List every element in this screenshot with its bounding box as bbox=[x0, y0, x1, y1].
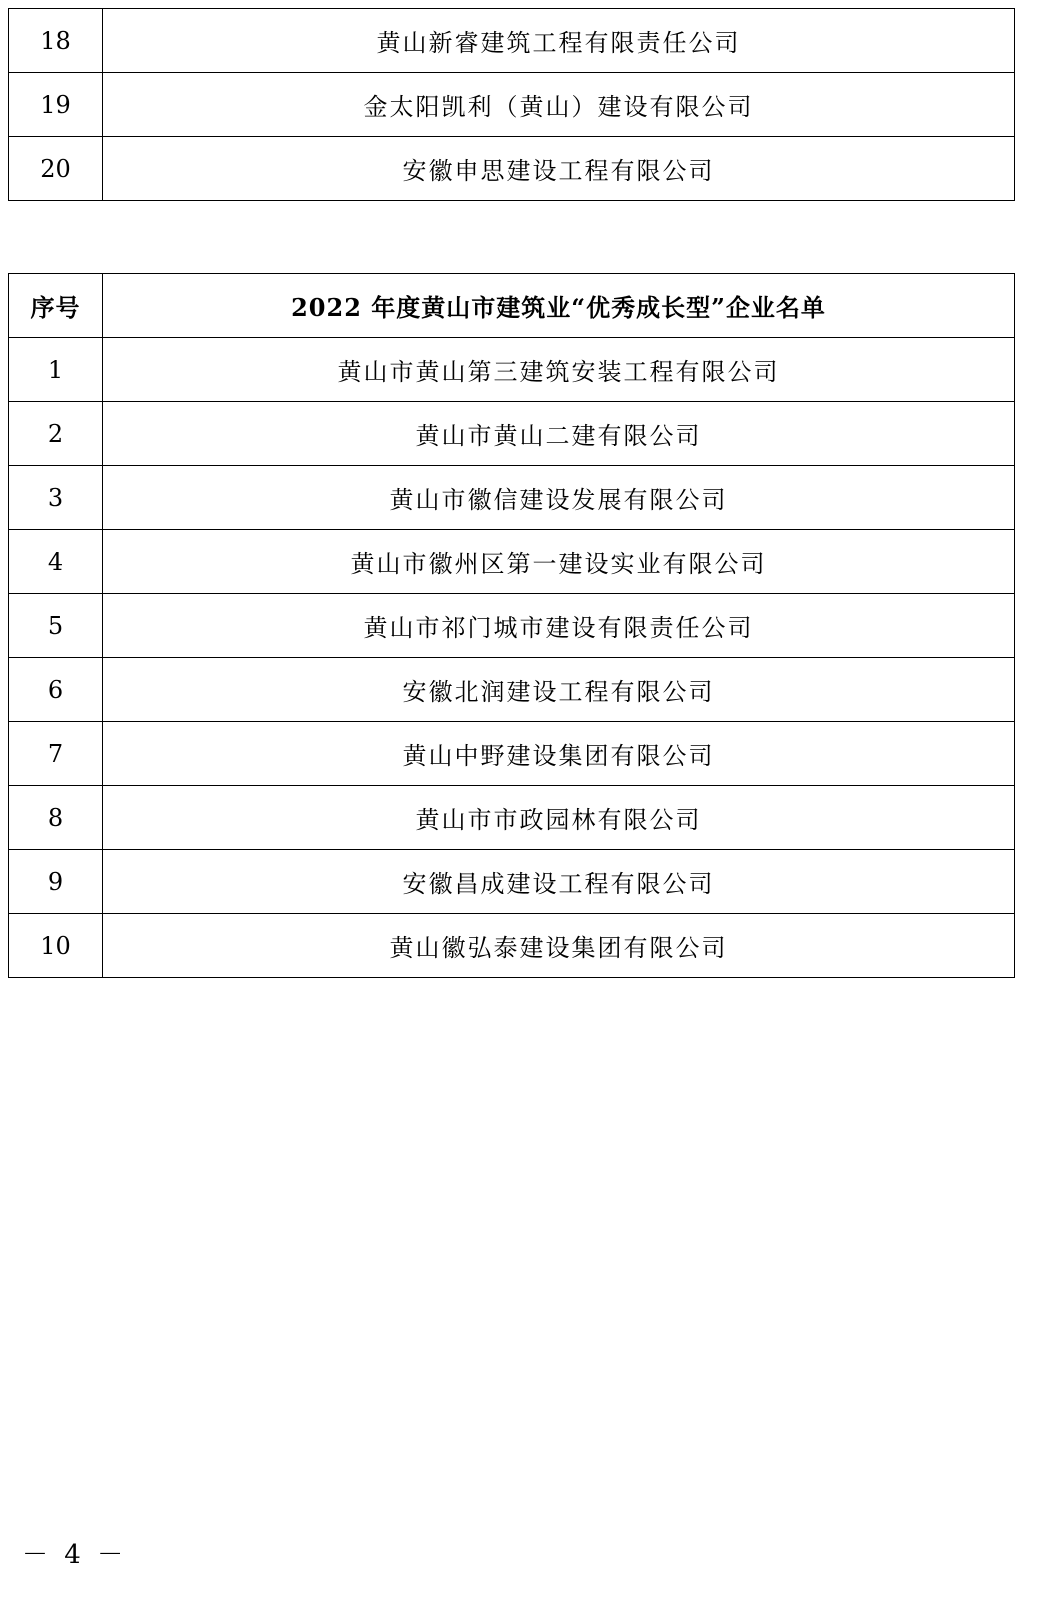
company-name: 黄山新睿建筑工程有限责任公司 bbox=[103, 9, 1015, 73]
header-number: 序号 bbox=[9, 274, 103, 338]
row-number: 18 bbox=[9, 9, 103, 73]
row-number: 19 bbox=[9, 73, 103, 137]
table-row bbox=[9, 137, 1015, 201]
row-number: 5 bbox=[9, 594, 103, 658]
growth-company-table bbox=[8, 273, 1015, 978]
company-name: 安徽昌成建设工程有限公司 bbox=[103, 850, 1015, 914]
table-row bbox=[9, 530, 1015, 594]
continued-company-table bbox=[8, 8, 1015, 201]
company-name: 黄山市徽州区第一建设实业有限公司 bbox=[103, 530, 1015, 594]
table-header-row bbox=[9, 274, 1015, 338]
company-name: 黄山市市政园林有限公司 bbox=[103, 786, 1015, 850]
table-row bbox=[9, 658, 1015, 722]
row-number: 20 bbox=[9, 137, 103, 201]
table-row bbox=[9, 914, 1015, 978]
row-number: 4 bbox=[9, 530, 103, 594]
company-name: 安徽申思建设工程有限公司 bbox=[103, 137, 1015, 201]
company-name: 安徽北润建设工程有限公司 bbox=[103, 658, 1015, 722]
table-row bbox=[9, 786, 1015, 850]
table-row bbox=[9, 850, 1015, 914]
company-name: 黄山徽弘泰建设集团有限公司 bbox=[103, 914, 1015, 978]
row-number: 1 bbox=[9, 338, 103, 402]
company-name: 黄山中野建设集团有限公司 bbox=[103, 722, 1015, 786]
company-name: 黄山市徽信建设发展有限公司 bbox=[103, 466, 1015, 530]
company-name: 黄山市黄山二建有限公司 bbox=[103, 402, 1015, 466]
row-number: 7 bbox=[9, 722, 103, 786]
table-row bbox=[9, 722, 1015, 786]
table-row bbox=[9, 9, 1015, 73]
row-number: 6 bbox=[9, 658, 103, 722]
row-number: 9 bbox=[9, 850, 103, 914]
table-row bbox=[9, 402, 1015, 466]
company-name: 黄山市黄山第三建筑安装工程有限公司 bbox=[103, 338, 1015, 402]
page-number: － 4 － bbox=[22, 1540, 128, 1570]
table-row bbox=[9, 338, 1015, 402]
table-row bbox=[9, 466, 1015, 530]
row-number: 10 bbox=[9, 914, 103, 978]
table-row bbox=[9, 594, 1015, 658]
row-number: 8 bbox=[9, 786, 103, 850]
company-name: 金太阳凯利（黄山）建设有限公司 bbox=[103, 73, 1015, 137]
row-number: 2 bbox=[9, 402, 103, 466]
table-row bbox=[9, 73, 1015, 137]
company-name: 黄山市祁门城市建设有限责任公司 bbox=[103, 594, 1015, 658]
header-title: 2022 年度黄山市建筑业“优秀成长型”企业名单 bbox=[103, 274, 1015, 338]
row-number: 3 bbox=[9, 466, 103, 530]
